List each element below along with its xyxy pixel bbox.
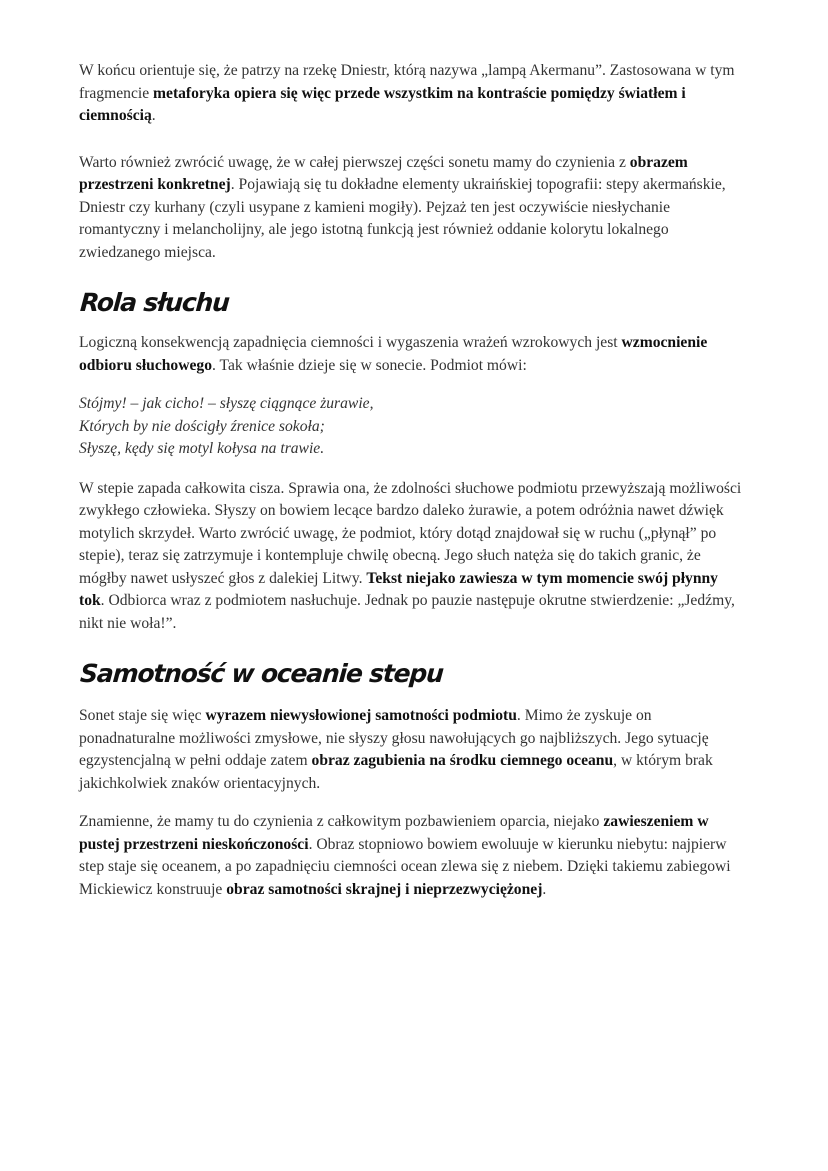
section-heading-loneliness: Samotność w oceanie stepu (79, 659, 444, 688)
text-run: . Odbiorca wraz z podmiotem nasłuchuje. Jednak po pauzie następuje okrutne stwierdzenie: „Jedźmy, nikt nie woła!”. (79, 592, 735, 632)
text-run: W końcu orientuje się, że patrzy na rzekę Dniestr, którą nazywa „lampą Akermanu”. Zastosowana w tym fragmencie (79, 62, 735, 102)
bold-phrase: obraz samotności skrajnej i nieprzezwyciężonej (226, 880, 543, 898)
bold-phrase: zawieszeniem w pustej przestrzeni nieskończoności (79, 813, 709, 853)
poem-line: Których by nie dościgły źrenice sokoła; (79, 417, 325, 435)
paragraph-void (79, 811, 747, 901)
text-run: , w którym brak jakichkolwiek znaków orientacyjnych. (79, 752, 713, 792)
document-page (79, 60, 747, 901)
bold-phrase: obraz zagubienia na środku ciemnego oceanu (311, 752, 614, 769)
poem-line: Słyszę, kędy się motyl kołysa na trawie. (79, 440, 325, 457)
text-run: W stepie zapada całkowita cisza. Sprawia ona, że zdolności słuchowe podmiotu przewyższają możliwości zwykłego człowieka. Słyszy on bowiem lecące bardzo daleko żurawie, a potem odróżnia nawet dźwięk motylich skrzydeł. Warto zwrócić uwagę, że podmiot, który dotąd znajdował się w ruchu („płynął” po stepie), teraz się zatrzymuje i kontempluje chwilę obecną. Jego słuch natęża się do takich granic, że mógłby nawet usłyszeć głos z dalekiej Litwy. (79, 479, 742, 587)
bold-phrase: Tekst niejako zawiesza w tym momencie swój płynny tok (79, 569, 718, 609)
bold-phrase: obrazem przestrzeni konkretnej (79, 153, 688, 193)
paragraph-dniestr-lamp (79, 60, 747, 128)
section-heading-hearing: Rola słuchu (79, 288, 230, 317)
text-run: . Tak właśnie dzieje się w sonecie. Podmiot mówi: (212, 356, 527, 374)
text-run: . (151, 107, 156, 124)
text-run: Logiczną konsekwencją zapadnięcia ciemności i wygaszenia wrażeń wzrokowych jest (79, 334, 622, 351)
text-run: Warto również zwrócić uwagę, że w całej pierwszej części sonetu mamy do czynienia z (79, 153, 630, 171)
bold-phrase: wzmocnienie odbioru słuchowego (79, 334, 708, 374)
paragraph-concrete-space (79, 152, 747, 265)
text-run: Sonet staje się więc (79, 707, 206, 724)
bold-phrase: metaforyka opiera się więc przede wszystkim na kontraście pomiędzy światłem i ciemnością (79, 84, 686, 124)
paragraph-silence (79, 478, 747, 636)
paragraph-loneliness (79, 705, 747, 795)
text-run: . Mimo że zyskuje on ponadnaturalne możliwości zmysłowe, nie słyszy głosu nawołujących go najbliższych. Jego sytuację egzystencjalną w pełni oddaje zatem (79, 707, 709, 769)
text-run: . Obraz stopniowo bowiem ewoluuje w kierunku niebytu: najpierw step staje się oceanem, a po zapadnięciu ciemności ocean zlewa się z niebem. Dzięki takiemu zabiegowi Mickiewicz konstruuje (79, 835, 731, 898)
text-run: . Pojawiają się tu dokładne elementy ukraińskiej topografii: stepy akermańskie, Dniestr czy kurhany (czyli usypane z kamieni mogiły). Pejzaż ten jest oczywiście niesłychanie romantyczny i melancholijny, ale jego istotną funkcją jest również oddanie kolorytu lokalnego zwiedzanego miejsca. (79, 176, 726, 261)
poem-line: Stójmy! – jak cicho! – słyszę ciągnące żurawie, (79, 395, 374, 412)
text-run: . (542, 880, 547, 898)
poem-quote (79, 393, 747, 461)
bold-phrase: wyrazem niewysłowionej samotności podmiotu (205, 707, 517, 724)
text-run: Znamienne, że mamy tu do czynienia z całkowitym pozbawieniem oparcia, niejako (79, 813, 604, 830)
paragraph-hearing-intro (79, 332, 747, 377)
